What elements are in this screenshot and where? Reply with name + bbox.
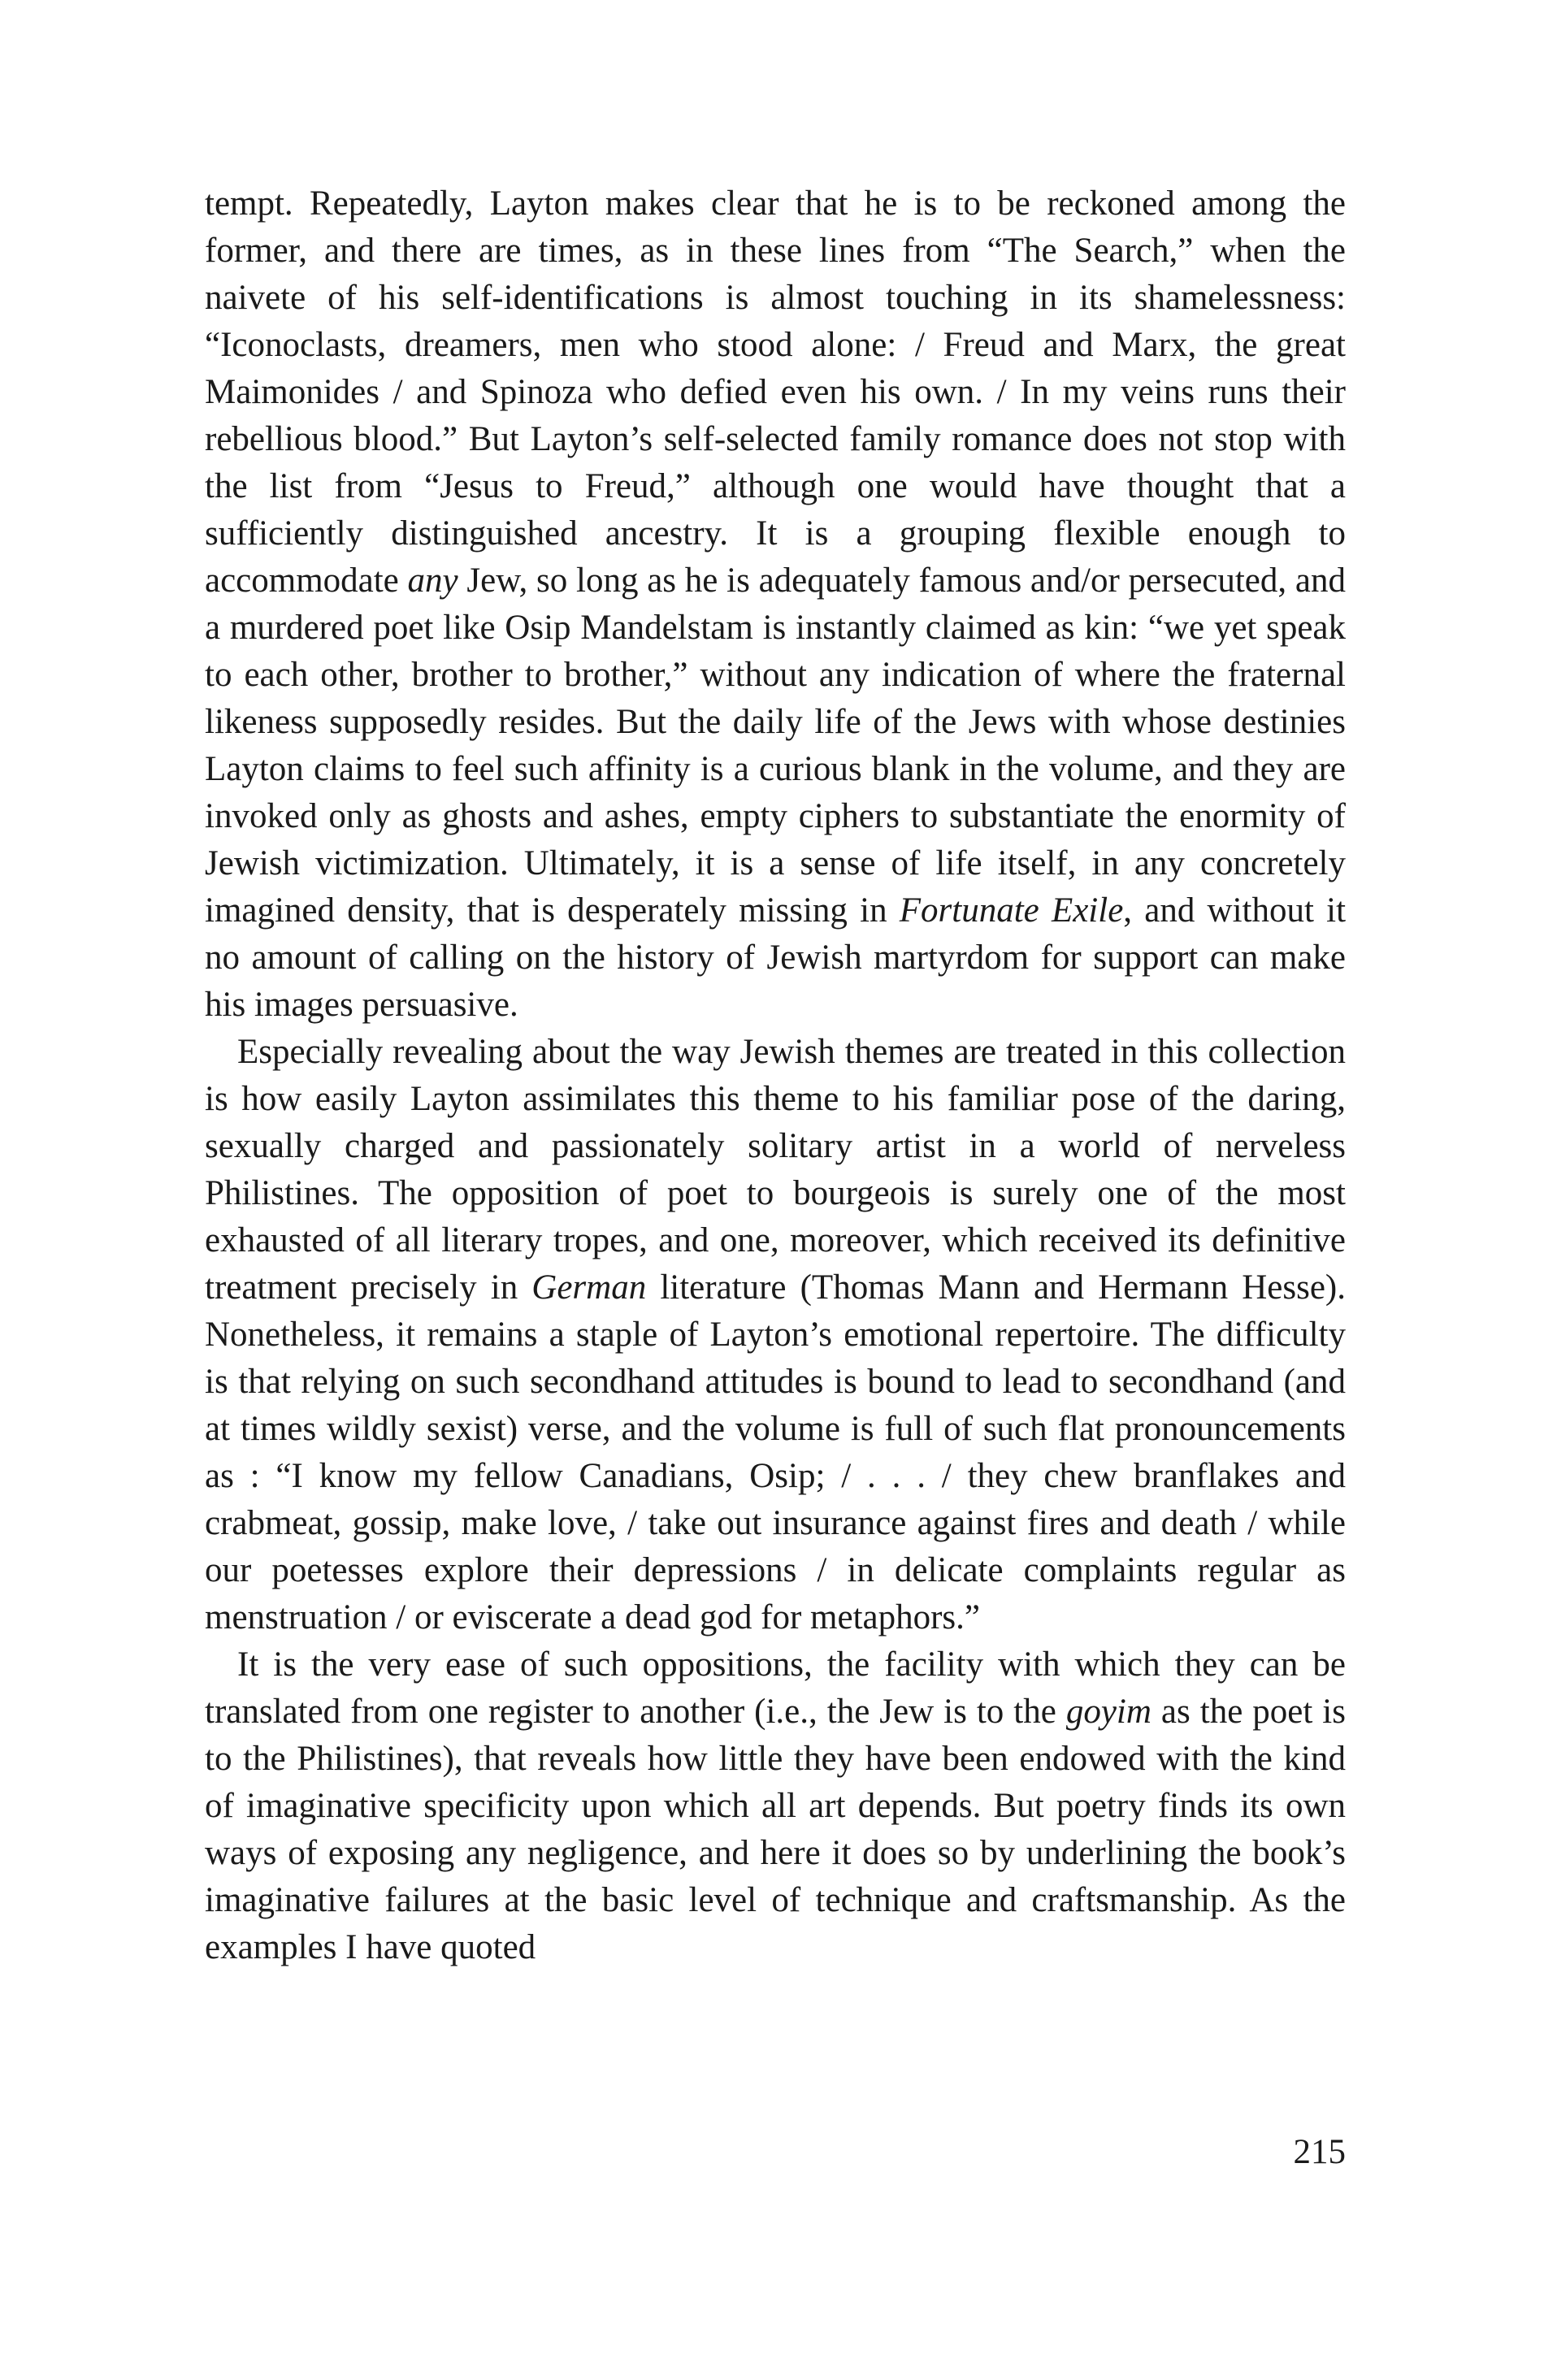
paragraph-3-italic-goyim: goyim: [1065, 1693, 1151, 1731]
paragraph-3-text-1: It is the very ease of such oppositions, the facility with which they can be translated from one register to another (i.e., the Jew is to the: [205, 1645, 1346, 1731]
paragraph-2-text-1: Especially revealing about the way Jewish themes are treated in this collection is how easily Layton assimilates this theme to his familiar pose of the daring, sexually charged and passionately solitary artist in a world of nerveless Philistines. The opposition of poet to bourgeois is surely one of the most exhausted of all literary tropes, and one, moreover, which received its definitive treatment precisely in: [205, 1033, 1346, 1307]
paragraph-1-italic-book-title: Fortunate Exile: [899, 891, 1124, 930]
paragraph-1-italic-any: any: [407, 561, 458, 600]
paragraph-1-text-3: , and without it no amount of calling on the history of Jewish martyrdom for support can make his images persuasive.: [205, 891, 1347, 1024]
paragraph-3: [205, 1641, 1346, 1971]
paragraph-2: [205, 1029, 1346, 1641]
paragraph-1: [205, 180, 1346, 1029]
paragraph-2-italic-german: German: [531, 1268, 647, 1307]
paragraph-1-text-2: Jew, so long as he is adequately famous and/or persecuted, and a murdered poet like Osip Mandelstam is instantly claimed as kin: “we yet speak to each other, brother to brother,” without any indication of where the fraternal likeness supposedly resides. But the daily life of the Jews with whose destinies Layton claims to feel such affinity is a curious blank in the volume, and they are invoked only as ghosts and ashes, empty ciphers to substantiate the enormity of Jewish victimization. Ultimately, it is a sense of life itself, in any concretely imagined density, that is desperately missing in: [205, 561, 1346, 930]
paragraph-1-text-1: tempt. Repeatedly, Layton makes clear that he is to be reckoned among the former, and there are times, as in these lines from “The Search,” when the naivete of his self-identifications is almost touching in its shamelessness: “Iconoclasts, dreamers, men who stood alone: / Freud and Marx, the great Maimonides / and Spinoza who defied even his own. / In my veins runs their rebellious blood.” But Layton’s self-selected family romance does not stop with the list from “Jesus to Freud,” although one would have thought that a sufficiently distinguished ancestry. It is a grouping flexible enough to accommodate: [205, 184, 1346, 600]
body-text: [205, 180, 1346, 1971]
page-number: 215: [1293, 2133, 1346, 2171]
paragraph-2-text-2: literature (Thomas Mann and Hermann Hesse). Nonetheless, it remains a staple of Layton’s emotional repertoire. The difficulty is that relying on such secondhand attitudes is bound to lead to secondhand (and at times wildly sexist) verse, and the volume is full of such flat pronouncements as : “I know my fellow Canadians, Osip; / . . . / they chew branflakes and crabmeat, gossip, make love, / take out insurance against fires and death / while our poetesses explore their depressions / in delicate complaints regular as menstruation / or eviscerate a dead god for metaphors.”: [205, 1268, 1346, 1637]
paragraph-3-text-2: as the poet is to the Philistines), that reveals how little they have been endowed with the kind of imaginative specificity upon which all art depends. But poetry finds its own ways of exposing any negligence, and here it does so by underlining the book’s imaginative failures at the basic level of technique and craftsmanship. As the examples I have quoted: [205, 1693, 1346, 1966]
